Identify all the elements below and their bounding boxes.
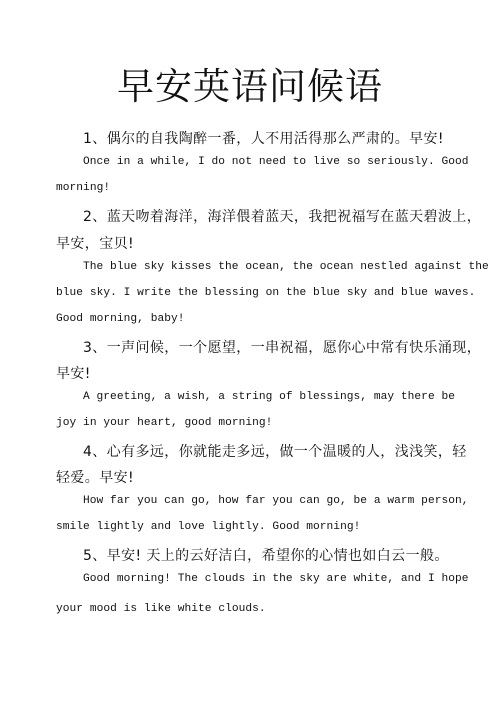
greeting-1-english-line-2: morning! — [56, 182, 111, 194]
greeting-4-chinese-line-2: 轻爱。早安! — [56, 470, 135, 486]
greeting-2-chinese-line-1: 2、蓝天吻着海洋，海洋偎着蓝天，我把祝福写在蓝天碧波上， — [83, 209, 482, 225]
greeting-2-english-line-2: blue sky. I write the blessing on the blue sky and blue waves. — [56, 287, 476, 299]
greeting-4-english-line-2: smile lightly and love lightly. Good morning! — [56, 521, 361, 533]
greeting-1-chinese: 1、偶尔的自我陶醉一番，人不用活得那么严肃的。早安! — [83, 131, 444, 147]
greeting-2-english-line-3: Good morning, baby! — [56, 313, 185, 325]
greeting-4-english-line-1: How far you can go, how far you can go, be a warm person, — [83, 495, 469, 507]
greeting-3-english-line-1: A greeting, a wish, a string of blessings, may there be — [83, 391, 455, 403]
greeting-3-chinese-line-2: 早安! — [56, 366, 91, 382]
greeting-2-chinese-line-2: 早安，宝贝! — [56, 236, 135, 252]
greeting-5-chinese: 5、早安! 天上的云好洁白，希望你的心情也如白云一般。 — [83, 548, 449, 564]
greeting-3-english-line-2: joy in your heart, good morning! — [56, 417, 273, 429]
greeting-1-english-line-1: Once in a while, I do not need to live so seriously. Good — [83, 156, 469, 168]
greeting-3-chinese-line-1: 3、一声问候，一个愿望，一串祝福，愿你心中常有快乐涌现， — [83, 340, 482, 356]
greeting-5-english-line-2: your mood is like white clouds. — [56, 603, 266, 615]
greeting-2-english-line-1: The blue sky kisses the ocean, the ocean nestled against the — [83, 261, 489, 273]
greeting-5-english-line-1: Good morning! The clouds in the sky are white, and I hope — [83, 573, 469, 585]
greeting-4-chinese-line-1: 4、心有多远，你就能走多远，做一个温暖的人，浅浅笑，轻 — [83, 444, 467, 460]
page-title: 早安英语问候语 — [117, 65, 383, 108]
